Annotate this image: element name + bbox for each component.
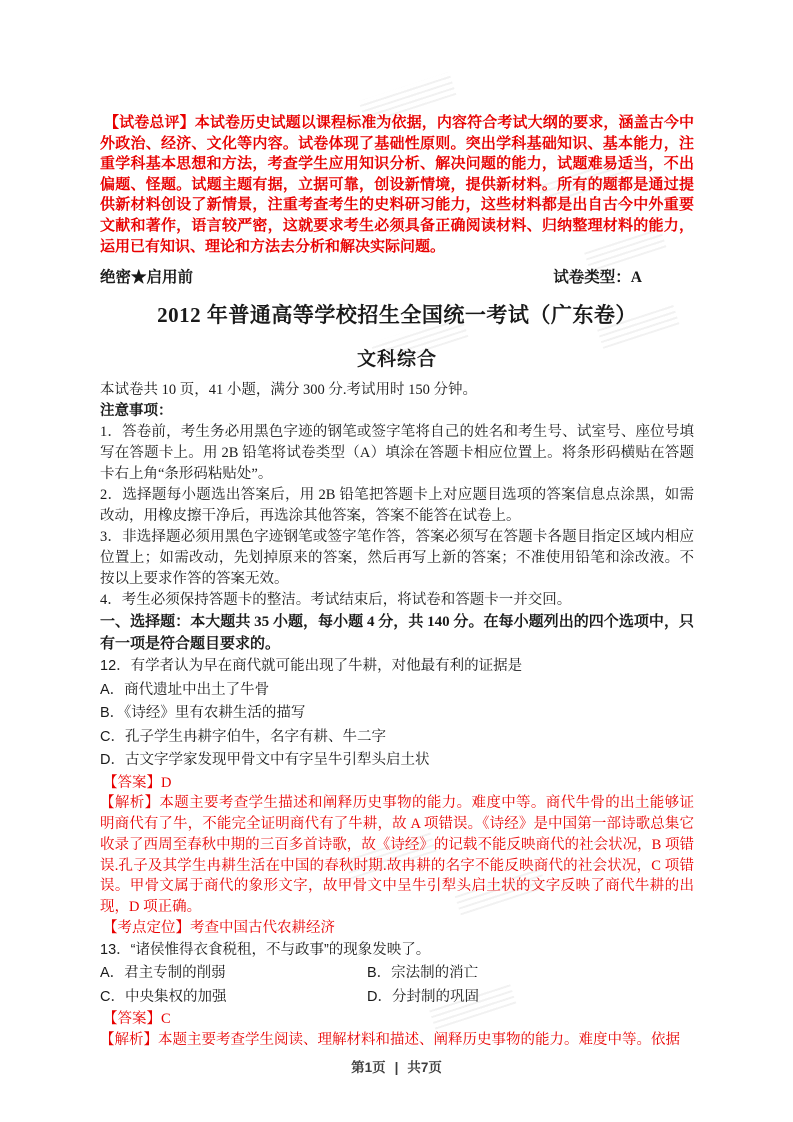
question-13-option-a: A．君主专制的削弱 bbox=[100, 965, 226, 982]
question-12-option-a: A．商代遗址中出土了牛骨 bbox=[100, 681, 270, 698]
question-13 bbox=[100, 939, 694, 1051]
question-13-option-b: B．宗法制的消亡 bbox=[367, 965, 479, 982]
footer-separator: | bbox=[394, 1060, 399, 1075]
note-item-4: 4．考生必须保持答题卡的整洁。考试结束后，将试卷和答题卡一并交回。 bbox=[100, 592, 572, 609]
question-12 bbox=[100, 655, 694, 939]
question-12-option-b: B．《诗经》里有农耕生活的描写 bbox=[100, 705, 306, 722]
section-heading-choice: 一、选择题：本大题共 35 小题，每小题 4 分，共 140 分。在每小题列出的四个选项中，只有一项是符合题目要求的。 bbox=[100, 614, 694, 653]
paper-info-line: 本试卷共 10 页，41 小题，满分 300 分.考试用时 150 分钟。 bbox=[100, 382, 477, 399]
document-content bbox=[100, 113, 694, 1051]
paper-type-label: 试卷类型：A bbox=[553, 269, 642, 287]
question-12-answer: 【答案】D bbox=[103, 774, 172, 791]
question-13-analysis: 【解析】本题主要考查学生阅读、理解材料和描述、阐释历史事物的能力。难度中等。依据 bbox=[100, 1031, 680, 1048]
exam-subject-title: 文科综合 bbox=[356, 349, 437, 371]
page-footer bbox=[0, 1056, 793, 1076]
page-number-total: 共7页 bbox=[407, 1060, 442, 1075]
secrecy-label: 绝密★启用前 bbox=[100, 269, 194, 287]
question-13-option-d: D．分封制的巩固 bbox=[367, 988, 479, 1005]
question-12-analysis: 【解析】本题主要考查学生描述和阐释历史事物的能力。难度中等。商代牛骨的出土能够证明商代有了牛，不能完全证明商代有了牛耕，故 A 项错误。《诗经》是中国第一部诗歌总集它收录了西周至春秋中期的三百多首诗歌，故《诗经》的记载不能反映商代的社会状况，B 项错误.孔子及其学生冉耕生活在中国的春秋时期.故冉耕的名字不能反映商代的社会状况，C 项错误。甲骨文属于商代的象形文字，故甲骨文中呈牛引犁头启土状的文字反映了商代牛耕的出现，D 项正确。 bbox=[100, 795, 694, 916]
review-paragraph: 【试卷总评】本试卷历史试题以课程标准为依据，内容符合考试大纲的要求，涵盖古今中外政治、经济、文化等内容。试卷体现了基础性原则。突出学科基础知识、基本能力，注重学科基本思想和方法，考查学生应用知识分析、解决问题的能力，试题难易适当，不出偏题、怪题。试题主题有据，立据可靠，创设新情境，提供新材料。所有的题都是通过提供新材料创设了新情景，注重考查考生的史料研习能力，这些材料都是出自古今中外重要文献和著作，语言较严密，这就要求考生必须具备正确阅读材料、归纳整理材料的能力，运用已有知识、理论和方法去分析和解决实际问题。 bbox=[100, 115, 694, 255]
question-13-stem: 13．“诸侯惟得衣食税租，不与政事”的现象发映了。 bbox=[100, 941, 431, 958]
note-item-1: 1．答卷前，考生务必用黑色字迹的钢笔或签字笔将自己的姓名和考生号、试室号、座位号填写在答题卡上。用 2B 铅笔将试卷类型（A）填涂在答题卡相应位置上。将条形码横贴在答题卡右上角“条形码粘贴处”。 bbox=[100, 424, 694, 483]
exam-title: 2012 年普通高等学校招生全国统一考试（广东卷） bbox=[157, 303, 637, 328]
question-12-exam-focus: 【考点定位】考查中国古代农耕经济 bbox=[103, 919, 335, 936]
question-13-answer: 【答案】C bbox=[103, 1011, 171, 1028]
question-12-stem: 12．有学者认为早在商代就可能出现了牛耕，对他最有利的证据是 bbox=[100, 658, 523, 675]
note-item-2: 2．选择题每小题选出答案后，用 2B 铅笔把答题卡上对应题目选项的答案信息点涂黑，如需改动，用橡皮擦干净后，再选涂其他答案，答案不能答在试卷上。 bbox=[100, 487, 694, 525]
question-12-option-d: D．古文字学家发现甲骨文中有字呈牛引犁头启土状 bbox=[100, 752, 430, 769]
note-item-3: 3．非选择题必须用黑色字迹钢笔或签字笔作答，答案必须写在答题卡各题目指定区域内相应位置上；如需改动，先划掉原来的答案，然后再写上新的答案；不准使用铅笔和涂改液。不按以上要求作答的答案无效。 bbox=[100, 529, 694, 588]
notes-heading: 注意事项： bbox=[100, 403, 173, 420]
page-number-current: 第1页 bbox=[351, 1060, 386, 1075]
question-13-option-c: C．中央集权的加强 bbox=[100, 988, 227, 1005]
secrecy-row bbox=[100, 265, 694, 287]
question-13-options bbox=[100, 962, 694, 1009]
question-12-option-c: C．孔子学生冉耕字伯牛，名字有耕、牛二字 bbox=[100, 728, 386, 745]
